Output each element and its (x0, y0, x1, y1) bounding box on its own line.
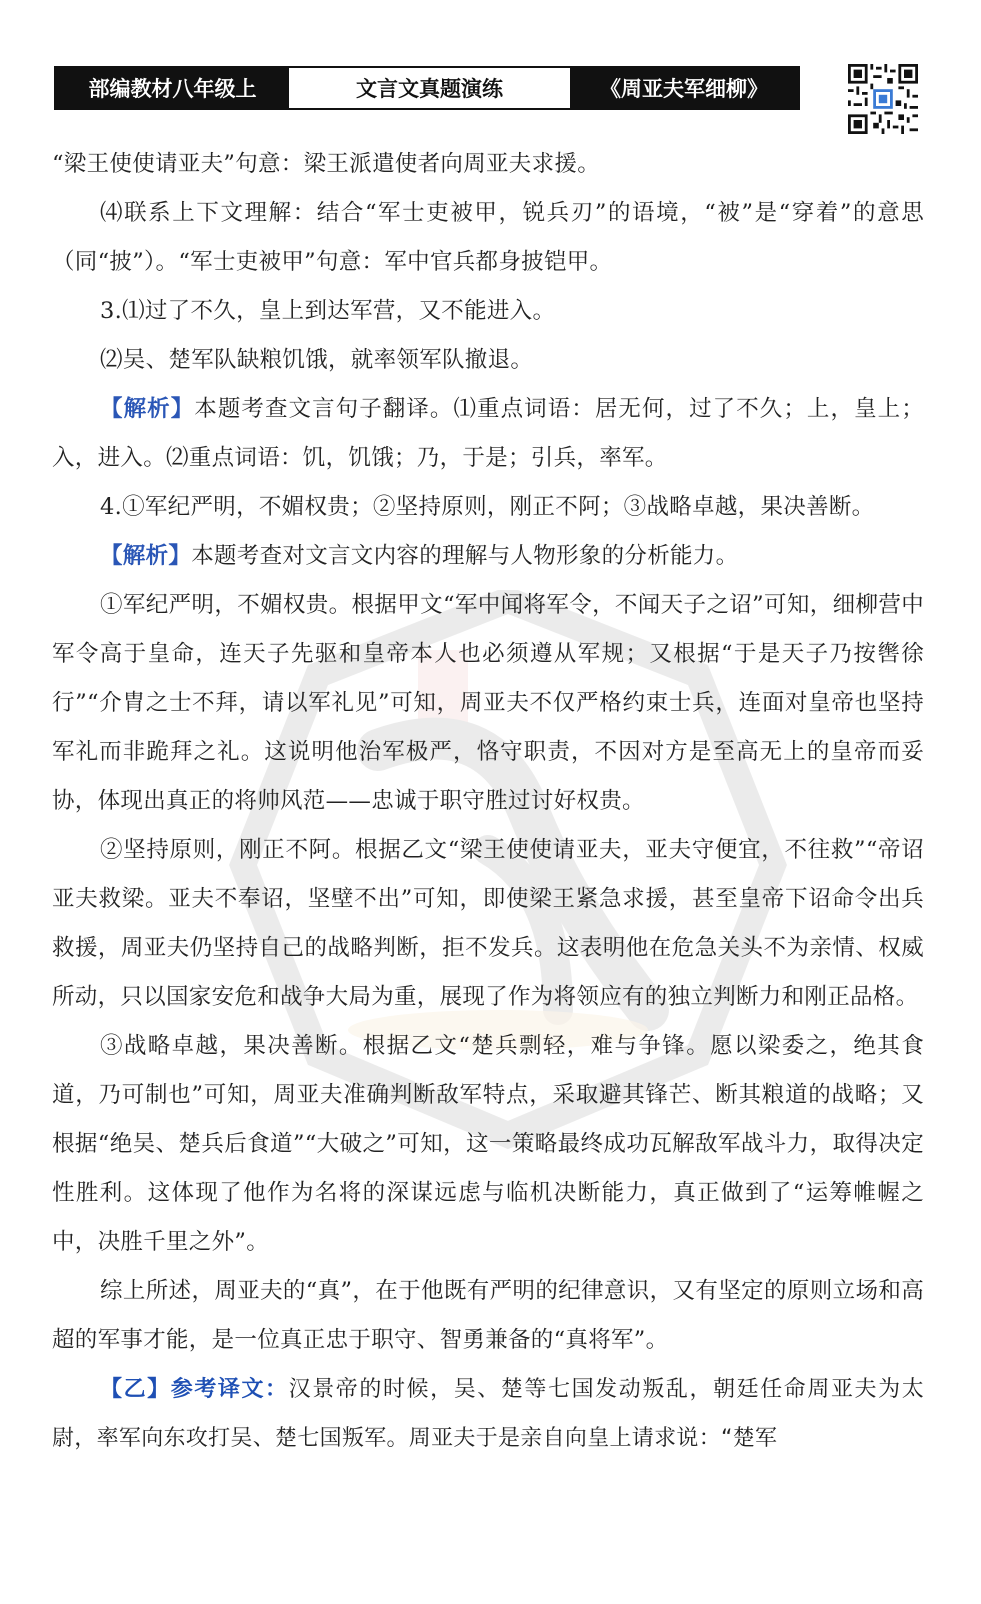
point-2: ②坚持原则，刚正不阿。根据乙文“梁王使使请亚夫，亚夫守便宜，不往救”“帝诏亚夫救梁。亚夫不奉诏，坚壁不出”可知，即使梁王紧急求援，甚至皇帝下诏命令出兵救援，周亚夫仍坚持自己的战略判断，拒不发兵。这表明他在危急关头不为亲情、权威所动，只以国家安危和战争大局为重，展现了作为将领应有的独立判断力和刚正品格。 (52, 837, 924, 1010)
analysis-4 (52, 532, 924, 581)
header-article-title: 《周亚夫军细柳》 (570, 68, 798, 108)
header-bar (54, 66, 800, 110)
answer-3-1: 3.⑴过了不久，皇上到达军营，又不能进入。 (100, 298, 556, 324)
translation-label: 【乙】参考译文： (100, 1377, 289, 1402)
header-grade-label: 部编教材八年级上 (56, 68, 289, 108)
translation-yi (52, 1365, 924, 1463)
summary-paragraph: 综上所述，周亚夫的“真”，在于他既有严明的纪律意识，又有坚定的原则立场和高超的军事才能，是一位真正忠于职守、智勇兼备的“真将军”。 (52, 1278, 924, 1353)
analysis-3 (52, 385, 924, 483)
header-section-title: 文言文真题演练 (289, 68, 570, 108)
analysis-label: 【解析】 (100, 543, 192, 569)
analysis-text: 本题考查文言句子翻译。⑴重点词语：居无何，过了不久；上，皇上；入，进入。⑵重点词语：饥，饥饿；乃，于是；引兵，率军。 (52, 396, 924, 471)
document-body (52, 140, 924, 1463)
answer-4: 4.①军纪严明，不媚权贵；②坚持原则，刚正不阿；③战略卓越，果决善断。 (100, 494, 875, 520)
answer-3-2: ⑵吴、楚军队缺粮饥饿，就率领军队撤退。 (100, 347, 534, 373)
analysis-label: 【解析】 (100, 396, 195, 422)
paragraph-4-bei: ⑷联系上下文理解：结合“军士吏被甲，锐兵刃”的语境，“被”是“穿着”的意思（同“披”）。“军士吏被甲”句意：军中官兵都身披铠甲。 (52, 200, 924, 275)
paragraph-liang-wang: “梁王使使请亚夫”句意：梁王派遣使者向周亚夫求援。 (52, 151, 601, 177)
analysis-text: 本题考查对文言文内容的理解与人物形象的分析能力。 (191, 543, 739, 569)
translation-text: 汉景帝的时候，吴、楚等七国发动叛乱，朝廷任命周亚夫为太尉，率军向东攻打吴、楚七国叛军。周亚夫于是亲自向皇上请求说：“楚军 (52, 1377, 924, 1451)
qr-code-icon (848, 64, 918, 134)
point-1: ①军纪严明，不媚权贵。根据甲文“军中闻将军令，不闻天子之诏”可知，细柳营中军令高于皇命，连天子先驱和皇帝本人也必须遵从军规；又根据“于是天子乃按辔徐行”“介胄之士不拜，请以军礼见”可知，周亚夫不仅严格约束士兵，连面对皇帝也坚持军礼而非跪拜之礼。这说明他治军极严，恪守职责，不因对方是至高无上的皇帝而妥协，体现出真正的将帅风范——忠诚于职守胜过讨好权贵。 (52, 592, 924, 814)
point-3: ③战略卓越，果决善断。根据乙文“楚兵剽轻，难与争锋。愿以梁委之，绝其食道，乃可制也”可知，周亚夫准确判断敌军特点，采取避其锋芒、断其粮道的战略；又根据“绝吴、楚兵后食道”“大破之”可知，这一策略最终成功瓦解敌军战斗力，取得决定性胜利。这体现了他作为名将的深谋远虑与临机决断能力，真正做到了“运筹帷幄之中，决胜千里之外”。 (52, 1033, 924, 1255)
